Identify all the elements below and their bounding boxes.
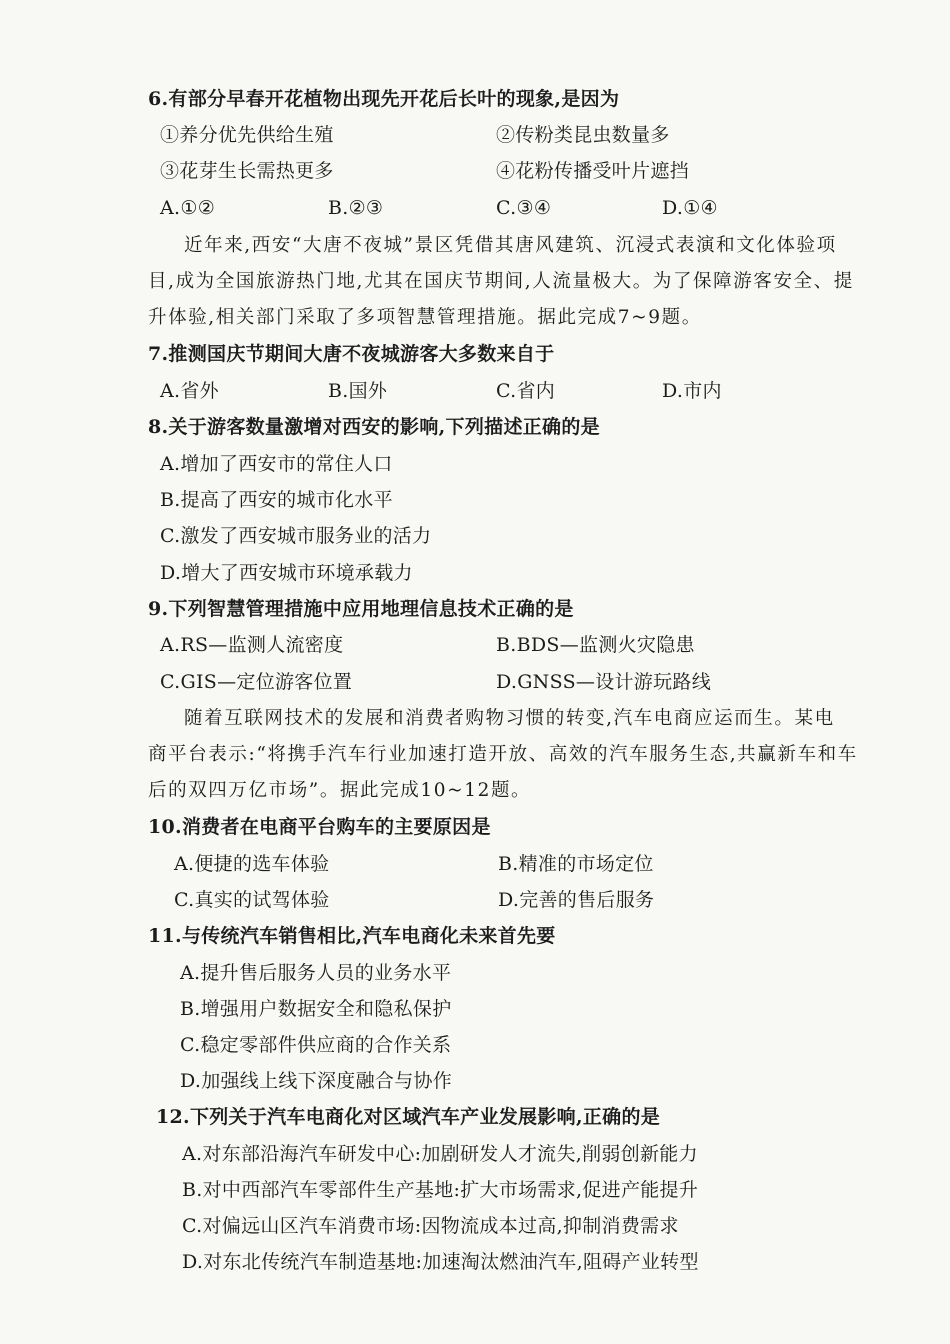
q12-option-b: B.对中西部汽车零部件生产基地:扩大市场需求,促进产能提升 (182, 1179, 699, 1201)
q11-option-a: A.提升售后服务人员的业务水平 (180, 962, 452, 984)
question-6-stem: 6.有部分早春开花植物出现先开花后长叶的现象,是因为 (148, 88, 620, 110)
q6-item-1: ①养分优先供给生殖 (160, 124, 334, 146)
q6-item-3: ③花芽生长需热更多 (160, 160, 334, 182)
q11-option-d: D.加强线上线下深度融合与协作 (180, 1070, 453, 1092)
q6-option-a: A.①② (160, 197, 216, 219)
question-12-stem: 12.下列关于汽车电商化对区域汽车产业发展影响,正确的是 (156, 1106, 661, 1128)
q7-option-c: C.省内 (496, 380, 556, 402)
question-8-stem: 8.关于游客数量激增对西安的影响,下列描述正确的是 (148, 416, 600, 438)
question-11-stem: 11.与传统汽车销售相比,汽车电商化未来首先要 (148, 925, 556, 947)
q11-option-b: B.增强用户数据安全和隐私保护 (180, 998, 452, 1020)
q10-option-c: C.真实的试驾体验 (174, 889, 330, 911)
q9-option-d: D.GNSS—设计游玩路线 (496, 671, 711, 693)
q12-option-d: D.对东北传统汽车制造基地:加速淘汰燃油汽车,阻碍产业转型 (182, 1251, 699, 1273)
passage-2-line-3: 后的双四万亿市场”。据此完成10~12题。 (148, 780, 532, 801)
question-7-stem: 7.推测国庆节期间大唐不夜城游客大多数来自于 (148, 343, 555, 365)
q6-option-d: D.①④ (662, 197, 718, 219)
q6-item-4: ④花粉传播受叶片遮挡 (496, 160, 690, 182)
q6-option-c: C.③④ (496, 197, 552, 219)
q9-option-a: A.RS—监测人流密度 (160, 634, 344, 656)
question-10-stem: 10.消费者在电商平台购车的主要原因是 (148, 816, 491, 838)
passage-1-line-1: 近年来,西安“大唐不夜城”景区凭借其唐风建筑、沉浸式表演和文化体验项 (184, 235, 837, 256)
q9-option-c: C.GIS—定位游客位置 (160, 671, 353, 693)
passage-1-line-2: 目,成为全国旅游热门地,尤其在国庆节期间,人流量极大。为了保障游客安全、提 (148, 271, 854, 292)
q8-option-a: A.增加了西安市的常住人口 (160, 453, 393, 475)
q6-option-b: B.②③ (328, 197, 384, 219)
passage-1-line-3: 升体验,相关部门采取了多项智慧管理措施。据此完成7~9题。 (148, 307, 702, 328)
q6-item-2: ②传粉类昆虫数量多 (496, 124, 670, 146)
q9-option-b: B.BDS—监测火灾隐患 (496, 634, 695, 656)
passage-2-line-2: 商平台表示:“将携手汽车行业加速打造开放、高效的汽车服务生态,共赢新车和车 (148, 744, 858, 765)
q7-option-b: B.国外 (328, 380, 388, 402)
question-9-stem: 9.下列智慧管理措施中应用地理信息技术正确的是 (148, 598, 574, 620)
q11-option-c: C.稳定零部件供应商的合作关系 (180, 1034, 452, 1056)
q12-option-a: A.对东部沿海汽车研发中心:加剧研发人才流失,削弱创新能力 (182, 1143, 698, 1165)
q8-option-d: D.增大了西安城市环境承载力 (160, 562, 413, 584)
q8-option-b: B.提高了西安的城市化水平 (160, 489, 393, 511)
passage-2-line-1: 随着互联网技术的发展和消费者购物习惯的转变,汽车电商应运而生。某电 (184, 708, 835, 729)
q8-option-c: C.激发了西安城市服务业的活力 (160, 525, 432, 547)
q10-option-b: B.精准的市场定位 (498, 853, 654, 875)
q7-option-a: A.省外 (160, 380, 219, 402)
q12-option-c: C.对偏远山区汽车消费市场:因物流成本过高,抑制消费需求 (182, 1215, 679, 1237)
q10-option-d: D.完善的售后服务 (498, 889, 655, 911)
q7-option-d: D.市内 (662, 380, 722, 402)
q10-option-a: A.便捷的选车体验 (174, 853, 330, 875)
